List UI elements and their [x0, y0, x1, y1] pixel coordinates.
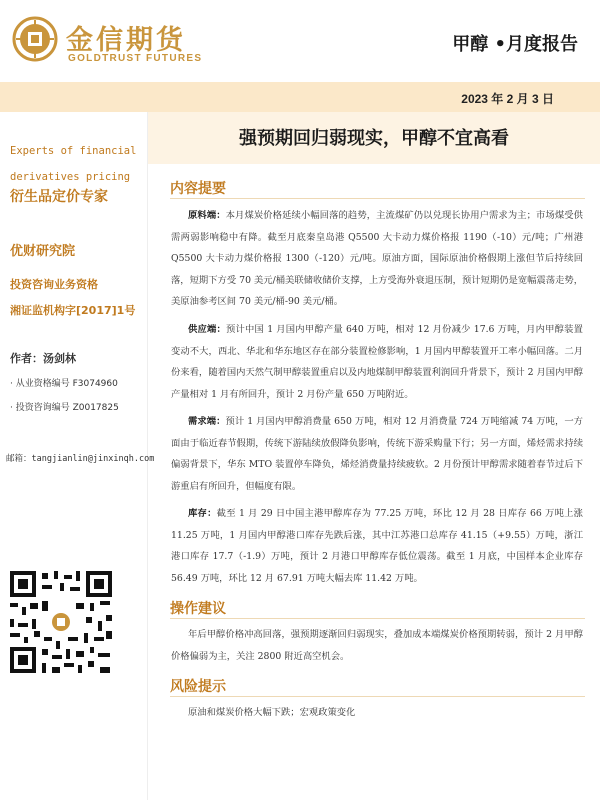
- main-title-bar: [148, 112, 600, 164]
- sidebar-institute: 优财研究院: [10, 244, 76, 259]
- sidebar: [0, 112, 155, 800]
- report-type: 甲醇 •月度报告: [452, 34, 578, 55]
- paragraph-label: 供应端：: [188, 324, 227, 335]
- sidebar-email[interactable]: 邮箱：tangjianlin@jinxinqh.com: [6, 454, 155, 464]
- section-divider: [170, 198, 585, 199]
- sidebar-license-2: · 投资咨询编号 Z0017825: [10, 403, 119, 413]
- paragraph-raw-material: [171, 205, 583, 313]
- brand-name-cn: 金信期货: [66, 25, 186, 56]
- section-divider: [170, 618, 585, 619]
- sidebar-license-1: · 从业资格编号 F3074960: [10, 379, 118, 389]
- paragraph-text: 预计 1 月国内甲醇消费量 650 万吨，相对 12 月消费量 724 万吨缩减 74 万吨，一方面由于临近春节假期，传统下游陆续放假降负影响，传统下游采购量下行；另一方面，烯烃需求持续偏弱背景下，华东 MTO 装置停车降负，烯烃消费量持续疲软。2 月份预计甲醇需求随着春节过后下游重启有所回升，但幅度有限。: [171, 416, 583, 492]
- paragraph-text: 截至 1 月 29 日中国主港甲醇库存为 77.25 万吨，环比 12 月 28 日库存 66 万吨上涨 11.25 万吨，1 月国内甲醇港口库存先跌后涨，其中江苏港口总库存 41.15（+9.55）万吨，浙江港口库存 17.7（-1.9）万吨，预计 2 月港口甲醇库存低位震荡。截至 1 月底，中国样本企业库存 56.49 万吨，环比 12 月 67.91 万吨大幅去库 11.42 万吨。: [171, 508, 583, 584]
- brand-name-en: GOLDTRUST FUTURES: [68, 53, 203, 64]
- section-divider: [170, 696, 585, 697]
- paragraph-text: 本月煤炭价格延续小幅回落的趋势，主流煤矿仍以兑现长协用户需求为主；市场煤受供需两弱影响稳中有降。截至月底秦皇岛港 Q5500 大卡动力煤价格报 1190（-10）元/吨；广州港 Q5500 大卡动力煤价格报 1300（-120）元/吨。原油方面，国际原油价格假期上涨但节后持续回落，短期下方受 70 美元/桶美联储收储价支撑，上方受海外衰退压制，预计短期仍是宽幅震荡走势，美原油参考区间 70 美元/桶-90 美元/桶。: [171, 210, 583, 307]
- sidebar-regulator-license: 湘证监机构字[2017]1号: [10, 304, 136, 317]
- paragraph-inventory: [171, 503, 583, 589]
- section-heading-risk: 风险提示: [170, 679, 226, 695]
- paragraph-label: 原料端：: [188, 210, 226, 221]
- page-title: 强预期回归弱现实，甲醇不宜高看: [239, 128, 509, 149]
- paragraph-demand: [171, 411, 583, 497]
- report-date: 2023 年 2 月 3 日: [461, 92, 554, 106]
- section-heading-advice: 操作建议: [170, 601, 226, 617]
- sidebar-en-tagline: Experts of financial derivatives pricing: [10, 145, 137, 183]
- paragraph-supply: [171, 319, 583, 405]
- report-header: [0, 0, 600, 78]
- paragraph-label: 库存：: [188, 508, 217, 519]
- date-bar: [0, 82, 600, 112]
- section-heading-summary: 内容提要: [170, 181, 226, 197]
- sidebar-cn-tagline: 衍生品定价专家: [10, 189, 108, 205]
- paragraph-risk: 原油和煤炭价格大幅下跌；宏观政策变化: [188, 707, 356, 718]
- sidebar-qualification: 投资咨询业务资格: [10, 278, 98, 291]
- paragraph-advice: 年后甲醇价格冲高回落，强预期逐渐回归弱现实，叠加成本端煤炭价格预期转弱，预计 2 月甲醇价格偏弱为主，关注 2800 附近高空机会。: [171, 629, 583, 662]
- goldtrust-logo-icon: [12, 16, 58, 62]
- sidebar-author: 作者：汤剑林: [10, 352, 76, 365]
- paragraph-text: 预计中国 1 月国内甲醇产量 640 万吨，相对 12 月份减少 17.6 万吨，月内甲醇装置变动不大，西北、华北和华东地区存在部分装置检修影响，1 月国内甲醇装置开工率小幅回落。二月份来看，随着国内天然气制甲醇装置重启以及内地煤制甲醇装置利润回升背景下，预计 2 月国内甲醇产量相对 1 月有所回升，预计 2 月份产量 650 万吨附近。: [171, 324, 583, 400]
- qr-code-icon: [6, 567, 116, 677]
- paragraph-label: 需求端：: [188, 416, 226, 427]
